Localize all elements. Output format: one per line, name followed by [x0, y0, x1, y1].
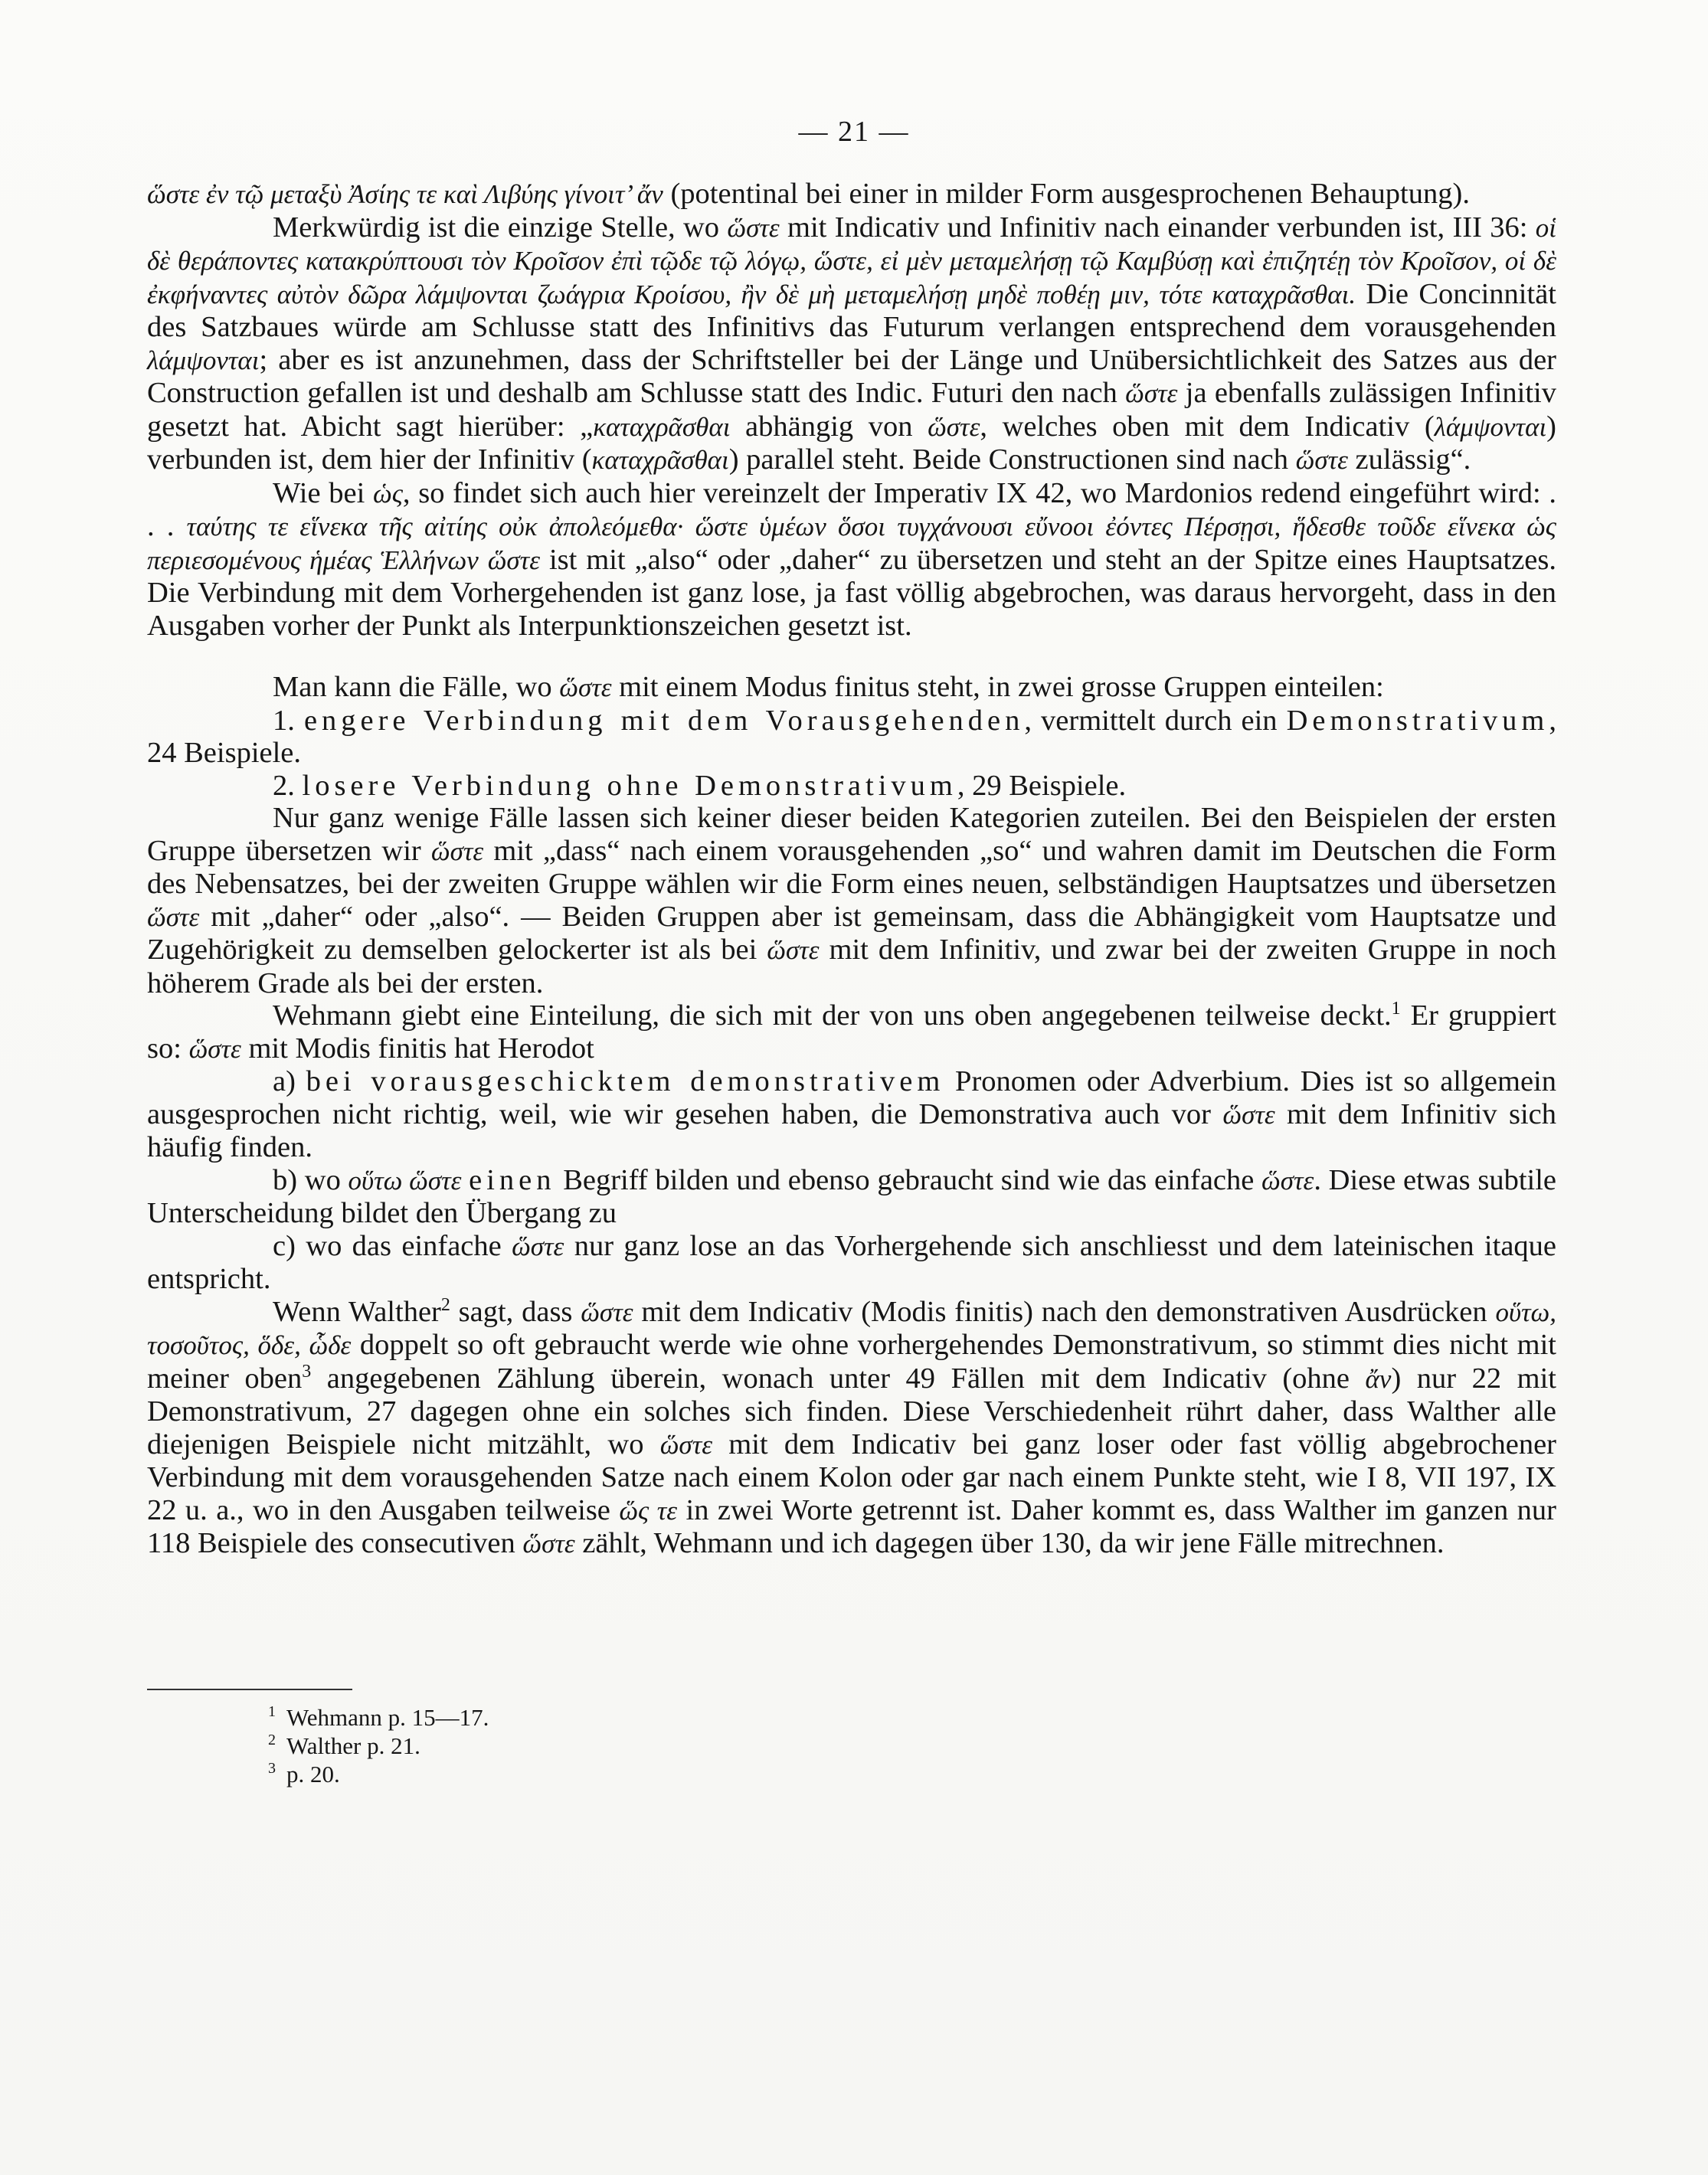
greek-text: ὥστε [1125, 378, 1178, 408]
greek-text: ὥστε [659, 1429, 713, 1460]
greek-text: ἄν [1365, 1363, 1392, 1394]
paragraph [147, 671, 1556, 705]
text: mit Indicativ und Infinitiv nach einander verbunden ist, III 36: [779, 211, 1536, 244]
spaced-text: bei vorausgeschicktem demonstrativem [306, 1065, 945, 1097]
text: mit „dass“ nach einem vorausgehenden „so“ und wahren damit im Deutschen die Form des Nebensatzes, bei der zweiten Gruppe wählen wir die Form eines neuen, selbständigen Hauptsatzes und übersetzen [147, 834, 1556, 900]
list-item [147, 1230, 1556, 1296]
footnote [268, 1760, 489, 1788]
page-number: — 21 — [798, 116, 910, 148]
text: , 24 Beispiele. [147, 704, 1556, 769]
greek-text: οὕτω, τοσοῦτος, ὅδε, ὧδε [147, 1297, 1556, 1360]
text: in zwei Worte getrennt ist. Daher kommt es, dass Walther im ganzen nur 118 Beispiele des consecutiven [147, 1493, 1557, 1559]
text: ) nur 22 mit Demonstrativum, 27 dagegen ohne ein solches sich finden. Diese Verschiedenheit rührt daher, dass Walther alle diejenigen Beispiele nicht mitzählt, wo [147, 1362, 1557, 1460]
greek-text: ὥστε [147, 901, 200, 932]
greek-text: ὥστε [512, 1231, 564, 1261]
greek-quote: ταύτης τε εἵνεκα τῆς αἰτίης οὐκ ἀπολεόμεθα· ὥστε ὑμέων ὅσοι τυγχάνουσι εὔνοοι ἐόντες Πέρσῃσι, ἥδεσθε τοῦδε εἵνεκα ὡς περιεσομένους ἡμέας Ἑλλήνων [147, 512, 1557, 575]
text: angegebenen Zählung überein, wonach unter 49 Fällen mit dem Indicativ (ohne [311, 1362, 1366, 1395]
text: 1. [273, 704, 304, 737]
text: sagt, dass [450, 1295, 581, 1328]
paragraph [147, 999, 1556, 1065]
spaced-text: losere Verbindung ohne Demonstrativum [302, 769, 957, 802]
greek-text: λάμψονται [1434, 411, 1547, 442]
greek-text: καταχρᾶσθαι [593, 411, 731, 442]
text: b) wo [273, 1163, 348, 1196]
greek-text: ὥστε [522, 1529, 575, 1558]
text: ist mit „also“ oder „daher“ zu übersetzen und steht an der Spitze eines Hauptsatzes. Die Verbindung mit dem Vorhergehenden ist ganz lose, ja fast völlig abgebrochen, was daraus hervorgeht, dass in den Ausgaben vorher der Punkt als Interpunktionszeichen gesetzt ist. [147, 543, 1557, 642]
text: a) [273, 1065, 306, 1097]
text: zulässig“. [1347, 443, 1471, 476]
list-item [147, 1164, 1556, 1230]
greek-text: ὥστε [727, 212, 780, 243]
footnote-ref[interactable]: 1 [1391, 999, 1401, 1019]
text [479, 544, 488, 576]
text: , vermittelt durch ein [1024, 704, 1287, 737]
text: nur ganz lose an das Vorhergehende sich anschliesst und dem lateinischen itaque entspricht. [147, 1229, 1556, 1295]
spaced-text: engere Verbindung mit dem Vorausgehenden [303, 704, 1025, 737]
greek-text: ὥστε [928, 411, 980, 442]
footnote-marker: 3 [268, 1760, 276, 1777]
text: Pronomen oder Adverbium. Dies ist so allgemein ausgesprochen nicht richtig, weil, wie wir gesehen haben, die Demonstrativa auch vor [147, 1065, 1556, 1130]
footnote-text: Walther p. 21. [286, 1732, 420, 1759]
text: ja ebenfalls zulässigen Infinitiv gesetzt hat. Abicht sagt hierüber: „ [147, 377, 1557, 443]
spaced-text: Demonstrativum [1286, 704, 1549, 737]
text: mit Modis finitis hat Herodot [240, 1032, 594, 1065]
text: Er gruppiert so: [147, 999, 1556, 1065]
text: Begriff bilden und ebenso gebraucht sind wie das einfache [555, 1163, 1262, 1196]
text: Nur ganz wenige Fälle lassen sich keiner dieser beiden Kategorien zuteilen. Bei den Beispielen der ersten Gruppe übersetzen wir [147, 802, 1556, 867]
text: . Diese etwas subtile Unterscheidung bildet den Übergang zu [147, 1163, 1557, 1229]
list-item [147, 705, 1556, 770]
paragraph-gap [147, 642, 1556, 671]
footnote-divider [147, 1689, 352, 1690]
text: 2. [273, 769, 303, 802]
greek-text: ὥς τε [619, 1495, 678, 1526]
text: abhängig von [730, 410, 928, 443]
text: mit „daher“ oder „also“. — Beiden Gruppen aber ist gemeinsam, dass die Abhängigkeit vom Hauptsatze und Zugehörigkeit zu demselben gelockerter ist als bei [147, 900, 1556, 966]
text: mit dem Infinitiv sich häufig finden. [147, 1097, 1556, 1163]
footnote [268, 1732, 489, 1760]
text: mit dem Indicativ (Modis finitis) nach den demonstrativen Ausdrücken [633, 1295, 1496, 1328]
footnote-marker: 2 [268, 1732, 276, 1748]
text [461, 1164, 469, 1196]
paragraph [147, 1296, 1556, 1561]
paragraph [147, 802, 1556, 999]
footnote-ref[interactable]: 3 [302, 1361, 312, 1382]
text: , 29 Beispiele. [957, 769, 1127, 802]
text: ) parallel steht. Beide Constructionen sind nach [728, 443, 1296, 476]
text: , so findet sich auch hier vereinzelt der Imperativ IX 42, wo Mardonios redend eingeführt wird: . . . [147, 476, 1557, 542]
text: Man kann die Fälle, wo [273, 671, 560, 703]
footnote-ref[interactable]: 2 [440, 1294, 450, 1315]
text: ) verbunden ist, dem hier der Infinitiv ( [147, 410, 1556, 476]
text: doppelt so oft gebraucht werde wie ohne vorhergehendes Demonstrativum, so stimmt dies nicht mit meiner oben [147, 1329, 1556, 1395]
paragraph [147, 211, 1556, 477]
text: zählt, Wehmann und ich dagegen über 130, da wir jene Fälle mitrechnen. [574, 1527, 1445, 1559]
text: mit einem Modus finitus steht, in zwei grosse Gruppen einteilen: [611, 671, 1384, 703]
text: Die Concinnität des Satzbaues würde am Schlusse statt des Infinitivs das Futurum verlangen entsprechend dem vorausgehenden [147, 277, 1556, 343]
footnote-marker: 1 [268, 1703, 276, 1720]
text: , welches oben mit dem Indicativ ( [980, 410, 1435, 443]
list-item [147, 770, 1556, 803]
text: c) wo das einfache [273, 1229, 512, 1262]
main-text [147, 178, 1556, 1561]
paragraph [147, 178, 1556, 211]
greek-text: ὥστε [430, 836, 484, 866]
text: Wenn Walther [273, 1295, 441, 1328]
text: ; aber es ist anzunehmen, dass der Schriftsteller bei der Länge und Unübersichtlichkeit des Satzes aus der Construction gefallen ist und deshalb am Schlusse statt des Indic. Futuri den nach [147, 343, 1556, 409]
greek-text: ὡς [372, 478, 403, 509]
greek-text: οὕτω ὥστε [348, 1165, 462, 1195]
list-item [147, 1065, 1556, 1164]
footnote [268, 1703, 489, 1732]
text: mit dem Infinitiv, und zwar bei der zweiten Gruppe in noch höherem Grade als bei der ersten. [147, 934, 1556, 999]
text: Wehmann giebt eine Einteilung, die sich mit der von uns oben angegebenen teilweise deckt. [273, 999, 1392, 1032]
text: mit dem Indicativ bei ganz loser oder fast völlig abgebrochener Verbindung mit dem vorausgehenden Satze nach einem Kolon oder gar nach einem Punkte steht, wie I 8, VII 197, IX 22 u. a., wo in den Ausgaben teilweise [147, 1428, 1556, 1526]
greek-text: ὥστε [487, 545, 540, 575]
text: (potentinal bei einer in milder Form ausgesprochenen Behauptung). [663, 178, 1470, 210]
greek-text: ὥστε [1295, 445, 1348, 475]
greek-text: καταχρᾶσθαι [591, 445, 729, 475]
footnote-text: Wehmann p. 15—17. [286, 1704, 489, 1731]
paragraph [147, 477, 1556, 643]
text: Merkwürdig ist die einzige Stelle, wo [273, 211, 728, 244]
greek-text: ὥστε [1261, 1165, 1314, 1195]
greek-text: ὥστε ἐν τῷ μεταξὺ Ἀσίης τε καὶ Λιβύης γίνοιτ’ ἄν [147, 179, 663, 209]
greek-text: ὥστε [1222, 1099, 1275, 1130]
text: Wie bei [273, 476, 373, 509]
footnote-text: p. 20. [286, 1761, 340, 1787]
greek-quote: οἱ δὲ θεράποντες κατακρύπτουσι τὸν Κροῖσον ἐπὶ τῷδε τῷ λόγῳ, ὥστε, εἰ μὲν μεταμελήσῃ τῷ Καμβύσῃ καὶ ἐπιζητέῃ τὸν Κροῖσον, οἱ δὲ ἐκφήναντες αὐτὸν δῶρα λάμψονται ζωάγρια Κροίσου, ἢν δὲ μὴ μεταμελήσῃ μηδὲ ποθέῃ μιν, τότε καταχρᾶσθαι. [147, 212, 1557, 309]
greek-text: ὥστε [767, 935, 820, 965]
greek-text: ὥστε [559, 672, 612, 702]
spaced-text: einen [469, 1163, 556, 1196]
greek-text: ὥστε [188, 1033, 241, 1064]
greek-text: ὥστε [581, 1297, 633, 1327]
greek-text: λάμψονται [147, 345, 260, 375]
footnotes [268, 1703, 489, 1788]
